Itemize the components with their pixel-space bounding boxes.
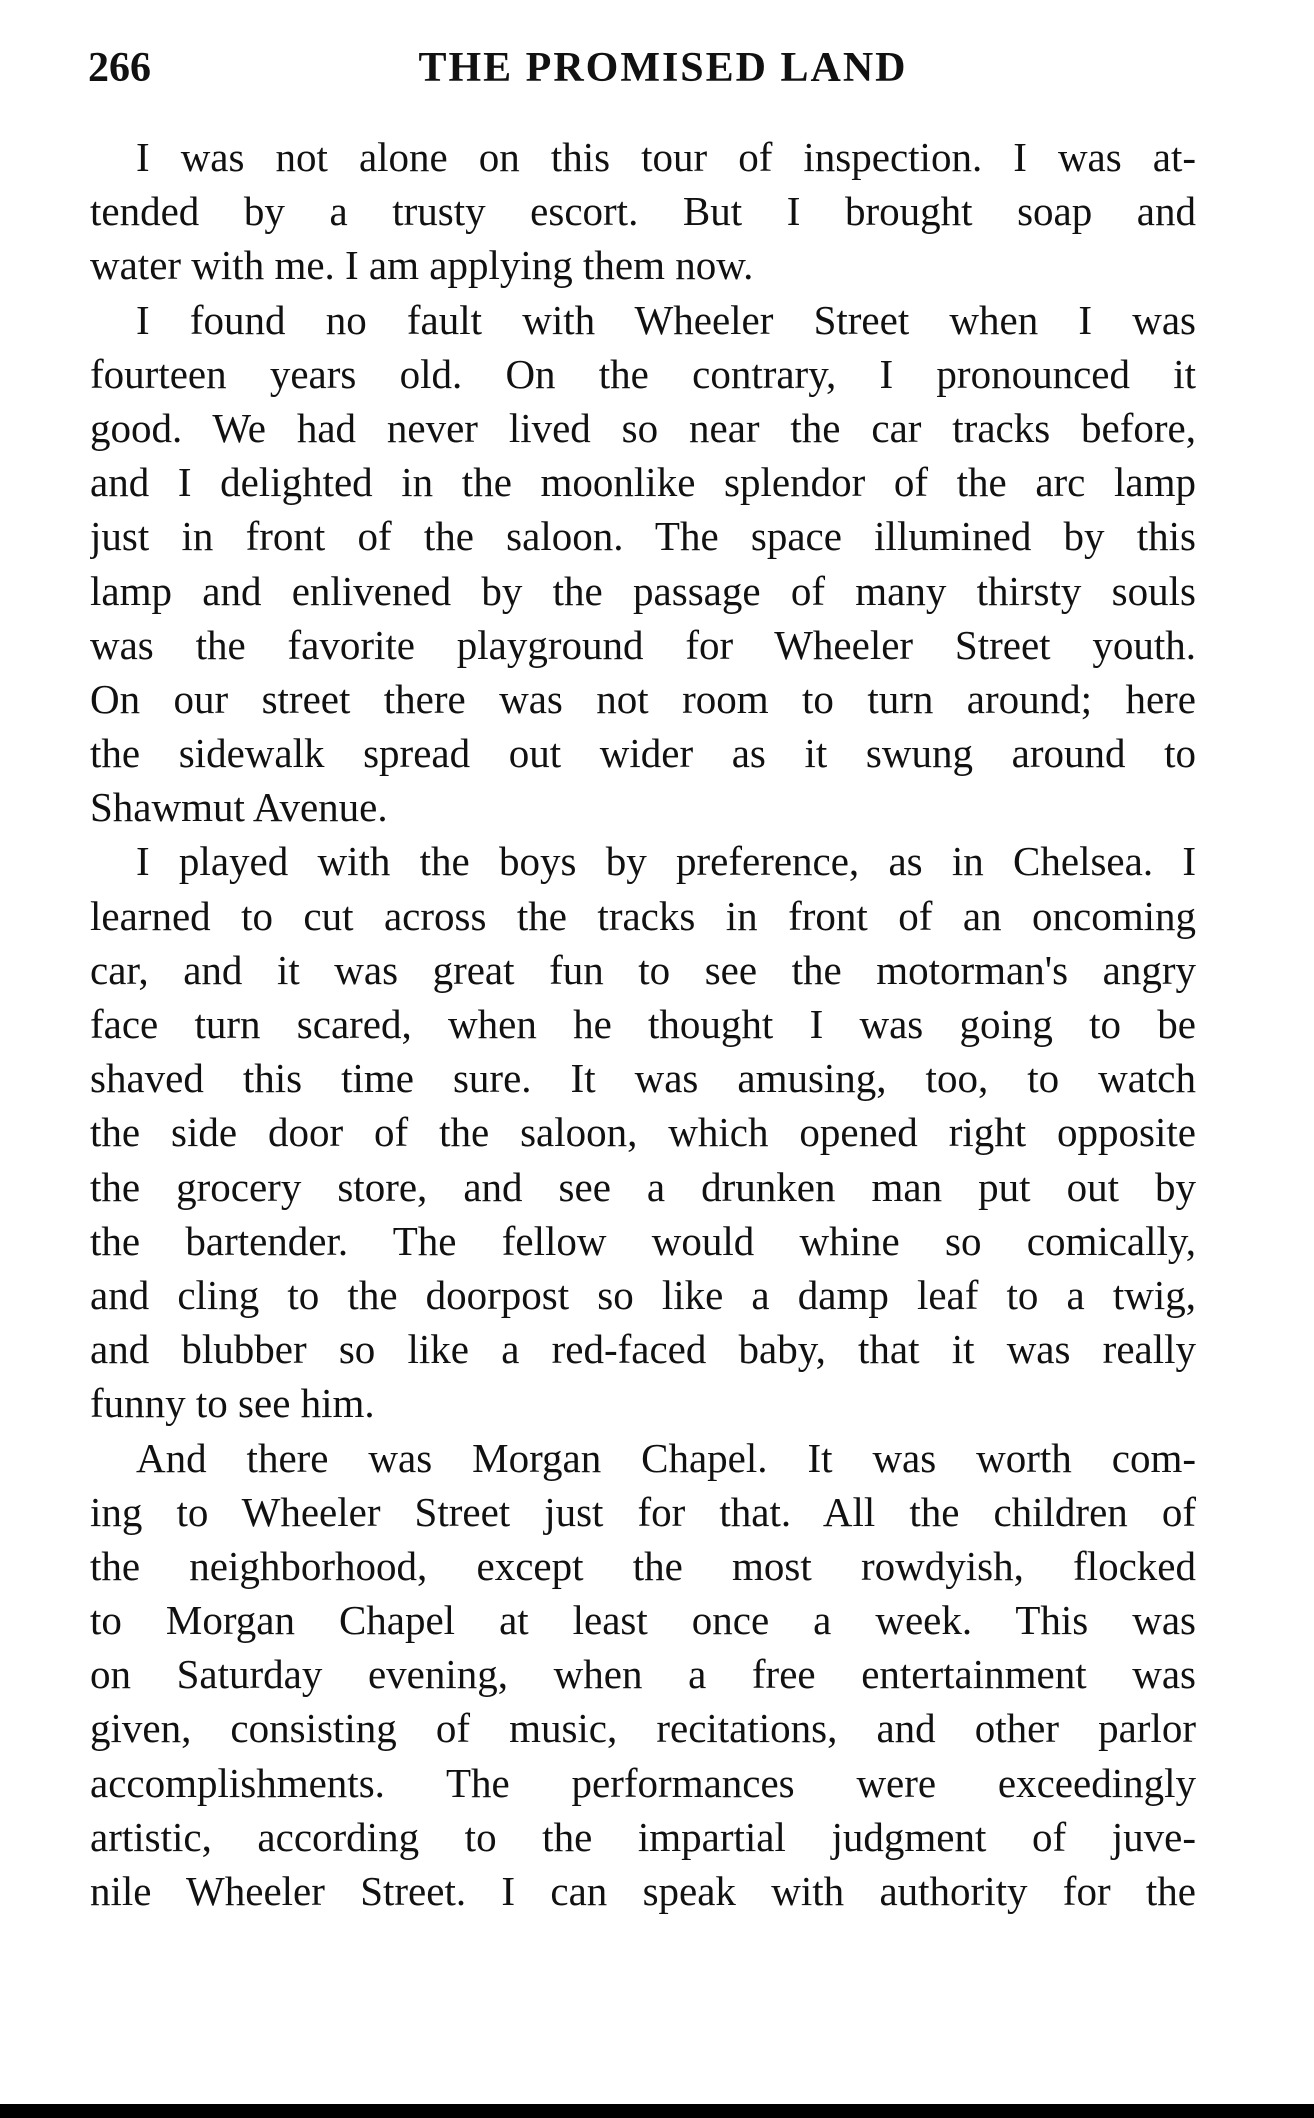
text-line: car, and it was great fun to see the motorman's angry [90, 946, 1196, 993]
text-line: nile Wheeler Street. I can speak with authority for the [90, 1868, 1196, 1914]
text-line: shaved this time sure. It was amusing, too, to watch [90, 1055, 1196, 1102]
text-line: the sidewalk spread out wider as it swung around to [90, 730, 1196, 777]
text-line: accomplishments. The performances were exceedingly [90, 1759, 1196, 1806]
text-line: And there was Morgan Chapel. It was worth com- [136, 1434, 1196, 1481]
text-line: to Morgan Chapel at least once a week. This was [90, 1597, 1196, 1644]
text-line: funny to see him. [90, 1380, 375, 1427]
text-line: face turn scared, when he thought I was going to be [90, 1001, 1196, 1047]
text-line: Shawmut Avenue. [90, 784, 388, 831]
page-header [88, 44, 1198, 104]
text-line: I found no fault with Wheeler Street when I was [136, 296, 1196, 343]
text-line: and cling to the doorpost so like a damp leaf to a twig, [90, 1271, 1196, 1318]
text-line: just in front of the saloon. The space illumined by this [90, 513, 1196, 560]
text-line: I was not alone on this tour of inspection. I was at- [136, 134, 1196, 180]
text-line: learned to cut across the tracks in front of an oncoming [90, 892, 1196, 939]
text-line: lamp and enlivened by the passage of many thirsty souls [90, 567, 1196, 614]
text-line: I played with the boys by preference, as in Chelsea. I [136, 838, 1196, 885]
text-line: the neighborhood, except the most rowdyish, flocked [90, 1542, 1196, 1589]
text-line: good. We had never lived so near the car tracks before, [90, 404, 1196, 451]
text-line: tended by a trusty escort. But I brought soap and [90, 188, 1196, 235]
text-line: the grocery store, and see a drunken man put out by [90, 1163, 1196, 1210]
text-line: On our street there was not room to turn around; here [90, 675, 1196, 722]
text-line: on Saturday evening, when a free entertainment was [90, 1651, 1196, 1698]
text-line: and blubber so like a red-faced baby, that it was really [90, 1326, 1196, 1373]
text-line: the bartender. The fellow would whine so comically, [90, 1217, 1196, 1264]
bottom-scan-edge [0, 2104, 1314, 2118]
running-title: THE PROMISED LAND [418, 45, 908, 91]
text-line: given, consisting of music, recitations, and other parlor [90, 1705, 1196, 1752]
page-number: 266 [88, 45, 151, 91]
text-line: and I delighted in the moonlike splendor of the arc lamp [90, 459, 1196, 506]
text-line: ing to Wheeler Street just for that. All the children of [90, 1488, 1196, 1535]
text-line: fourteen years old. On the contrary, I pronounced it [90, 350, 1196, 397]
text-line: artistic, according to the impartial judgment of juve- [90, 1813, 1196, 1860]
text-line: water with me. I am applying them now. [90, 242, 754, 289]
body-text [90, 130, 1196, 1918]
text-line: was the favorite playground for Wheeler Street youth. [90, 621, 1196, 668]
text-line: the side door of the saloon, which opened right opposite [90, 1109, 1196, 1156]
